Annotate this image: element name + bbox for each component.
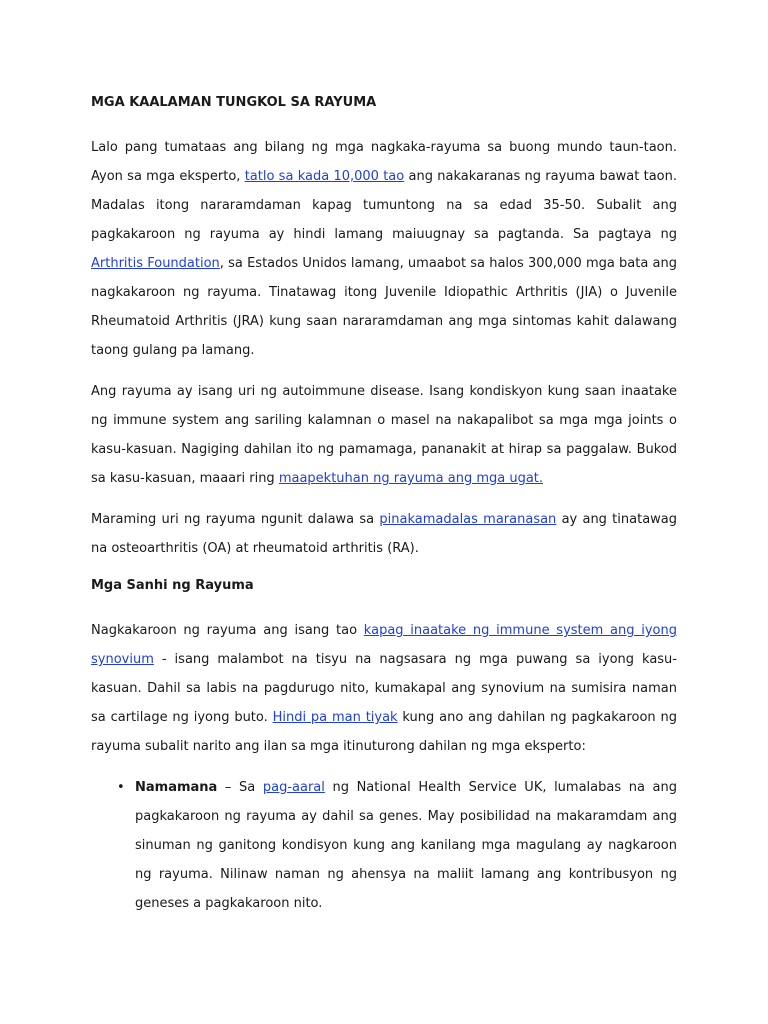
text-run: – Sa xyxy=(217,780,263,795)
paragraph-causes xyxy=(91,616,677,761)
text-run: Lalo pang tumataas ang bilang ng mga nagkaka-rayuma sa buong mundo taun-taon. Ayon sa mga eksperto, xyxy=(91,140,677,184)
link-arthritis-foundation[interactable]: Arthritis Foundation xyxy=(91,256,220,271)
paragraph-intro xyxy=(91,133,677,365)
list-item-term: Namamana xyxy=(135,780,218,795)
link-synovium[interactable]: kapag inaatake ng immune system ang iyong synovium xyxy=(91,623,677,667)
paragraph-types xyxy=(91,505,677,563)
bullet-icon: • xyxy=(117,780,125,795)
causes-list xyxy=(91,773,677,918)
text-run: ay ang tinatawag na osteoarthritis (OA) at rheumatoid arthritis (RA). xyxy=(91,512,678,556)
document-title: MGA KAALAMAN TUNGKOL SA RAYUMA xyxy=(91,95,377,110)
link-hindi-pa-man-tiyak[interactable]: Hindi pa man tiyak xyxy=(272,710,398,725)
text-run: kung ano ang dahilan ng pagkakaroon ng rayuma subalit narito ang ilan sa mga itinuturong dahilan ng mga eksperto: xyxy=(91,710,677,754)
text-run: Ang rayuma ay isang uri ng autoimmune disease. Isang kondiskyon kung saan inaatake ng immune system ang sariling kalamnan o masel na nakapalibot sa mga mga joints o kasu-kasuan. Nagiging dahilan ito ng pamamaga, pananakit at hirap sa paggalaw. Bukod sa kasu-kasuan, maaari ring xyxy=(91,384,677,486)
text-run: , sa Estados Unidos lamang, umaabot sa halos 300,000 mga bata ang nagkakaroon ng rayuma. Tinatawag itong Juvenile Idiopathic Arthritis (JIA) o Juvenile Rheumatoid Arthritis (JRA) kung saan nararamdaman ang mga sintomas kahit dalawang taong gulang pa lamang. xyxy=(91,256,677,358)
paragraph-autoimmune xyxy=(91,377,677,493)
link-statistics[interactable]: tatlo sa kada 10,000 tao xyxy=(244,169,405,184)
text-run: ang nakakaranas ng rayuma bawat taon. Madalas itong nararamdaman kapag tumuntong na sa edad 35-50. Subalit ang pagkakaroon ng rayuma ay hindi lamang maiuugnay sa pagtanda. Sa pagtaya ng xyxy=(91,169,678,242)
text-run: Nagkakaroon ng rayuma ang isang tao xyxy=(91,623,364,638)
text-run: ng National Health Service UK, lumalabas na ang pagkakaroon ng rayuma ay dahil sa genes. May posibilidad na makaramdam ang sinuman ng ganitong kondisyon kung ang kanilang mga magulang ay nagkaroon ng rayuma. Nilinaw naman ng ahensya na maliit lamang ang kontribusyon ng geneses a pagkakaroon nito. xyxy=(135,780,677,911)
section-heading-sanhi: Mga Sanhi ng Rayuma xyxy=(91,578,254,593)
text-run: Maraming uri ng rayuma ngunit dalawa sa xyxy=(91,512,380,527)
list-item xyxy=(117,773,677,918)
link-pag-aaral[interactable]: pag-aaral xyxy=(262,780,325,795)
link-ugat[interactable]: maapektuhan ng rayuma ang mga ugat. xyxy=(278,471,544,486)
link-pinakamadalas[interactable]: pinakamadalas maranasan xyxy=(379,512,557,527)
text-run: - isang malambot na tisyu na nagsasara ng mga puwang sa iyong kasu-kasuan. Dahil sa labis na pagdurugo nito, kumakapal ang synovium na sumisira naman sa cartilage ng iyong buto. xyxy=(91,652,677,725)
